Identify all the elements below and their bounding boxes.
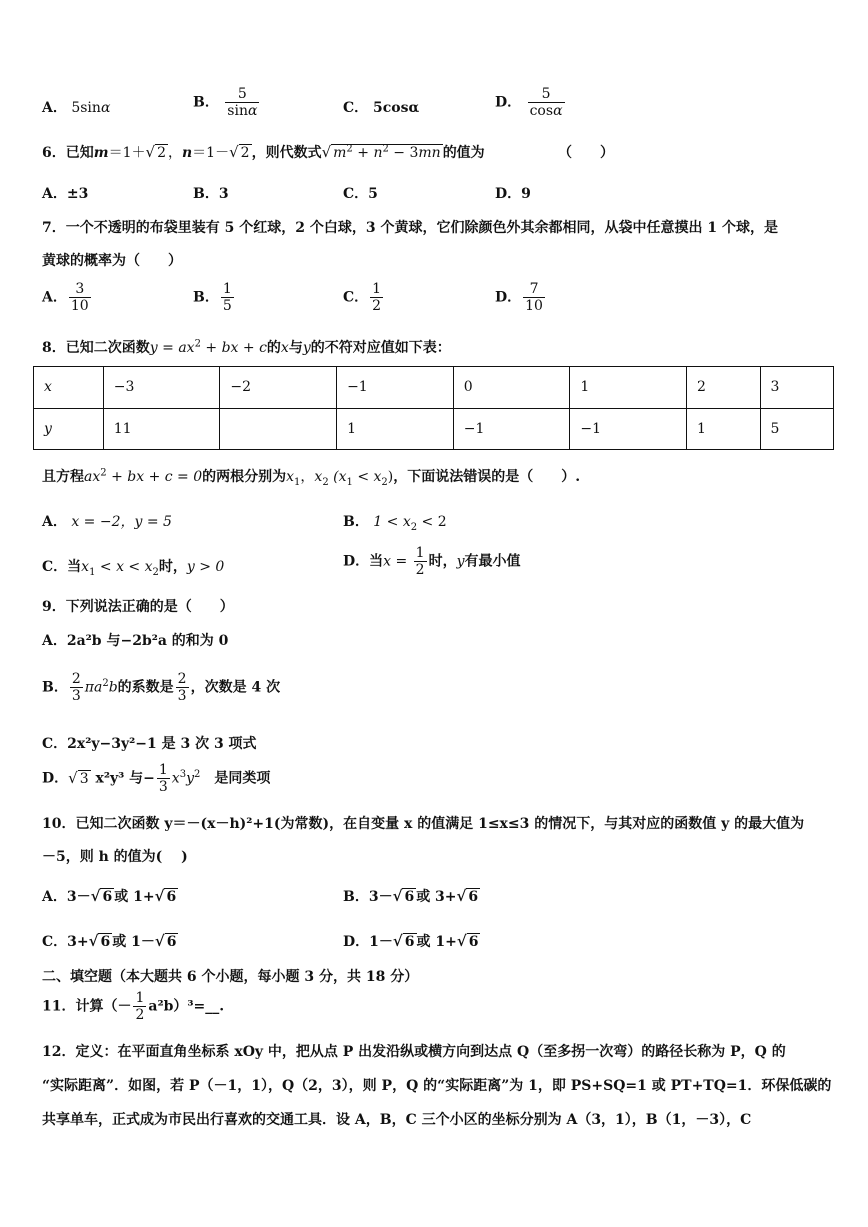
q5-option-d: D． $\frac{5}{\cos\alpha}$: [495, 86, 563, 120]
q9-option-a: A．2a²b 与−2b²a 的和为 0: [42, 633, 229, 649]
section-heading: 二、填空题（本大题共 6 个小题，每小题 3 分，共 18 分）: [42, 969, 419, 985]
q8-option-b: B． $1 < x_2 < 2$: [343, 514, 447, 533]
question-7-line1: 7．一个不透明的布袋里装有 5 个红球，2 个白球，3 个黄球，它们除颜色外其余都相同，从袋中任意摸出 1 个球，是: [42, 220, 778, 236]
q7-option-b: B． $\frac{1}{5}$: [193, 281, 232, 315]
question-6: 6．已知m＝1＋√ 2 ，n＝1－√ 2 ，则代数式√ $m^2 + n^2 - 3mn$ 的值为: [42, 143, 485, 161]
question-11: 11．计算（－ $\frac{1}{2}$ a²b）³=__.: [42, 990, 225, 1024]
q7-option-a: A． $\frac{3}{10}$: [42, 281, 89, 315]
table-cell: 1: [570, 367, 687, 409]
table-cell: 1: [687, 408, 760, 450]
table-cell: −1: [453, 408, 570, 450]
table-row-x: [34, 367, 834, 409]
question-10-line2: －5，则 h 的值为( ): [42, 849, 188, 865]
table-cell: 5: [760, 408, 834, 450]
table-cell: 3: [760, 367, 834, 409]
q9-option-d: D．√ 3 x²y³ 与− $\frac{1}{3}$ $x^3y^2$ 是同类项: [42, 762, 271, 796]
table-cell: −3: [103, 367, 220, 409]
table-cell: 0: [453, 367, 570, 409]
table-cell: −2: [220, 367, 337, 409]
q8-option-c: C．当$x_1 < x < x_2$时，y > 0: [42, 559, 225, 578]
question-12-line1: 12．定义：在平面直角坐标系 xOy 中，把从点 P 出发沿纵或横方向到达点 Q（至多拐一次弯）的路径长称为 P，Q 的: [42, 1044, 786, 1060]
q8-option-d: D．当x = $\frac{1}{2}$ 时，y有最小值: [343, 545, 521, 579]
q6-option-b: B．3: [193, 186, 229, 202]
table-cell: 11: [103, 408, 220, 450]
question-10-line1: 10．已知二次函数 y＝－(x－h)²+1(为常数)，在自变量 x 的值满足 1≤x≤3 的情况下，与其对应的函数值 y 的最大值为: [42, 816, 805, 832]
table-cell: x: [34, 367, 104, 409]
q10-option-b: B．3－√ 6 或 3+√ 6: [343, 887, 479, 905]
q6-option-c: C．5: [343, 186, 378, 202]
q8-condition: 且方程$ax^2$ + bx + c = 0的两根分别为$x_1$，$x_2$ $(x_1 < x_2)$，下面说法错误的是（ ）.: [42, 467, 581, 488]
q8-option-a: A． x = −2，y = 5: [42, 514, 172, 530]
q5-option-c: C． 5cosα: [343, 100, 420, 116]
q5-option-b: B． $\frac{5}{\sin\alpha}$: [193, 86, 258, 120]
table-row-y: [34, 408, 834, 450]
table-cell: −1: [337, 367, 454, 409]
table-cell: [220, 408, 337, 450]
q7-option-d: D． $\frac{7}{10}$: [495, 281, 543, 315]
table-cell: −1: [570, 408, 687, 450]
table-cell: y: [34, 408, 104, 450]
question-7-line2: 黄球的概率为（ ）: [42, 253, 182, 269]
question-12-line2: “实际距离”．如图，若 P（－1，1），Q（2，3），则 P，Q 的“实际距离”为 1，即 PS+SQ=1 或 PT+TQ=1．环保低碳的: [42, 1078, 832, 1094]
q10-option-d: D．1－√ 6 或 1+√ 6: [343, 932, 479, 950]
q6-option-a: A．±3: [42, 186, 89, 202]
table-cell: 2: [687, 367, 760, 409]
q9-option-c: C．2x²y−3y²−1 是 3 次 3 项式: [42, 736, 257, 752]
q5-option-a: A． 5sinα: [42, 100, 111, 116]
question-9: 9．下列说法正确的是（ ）: [42, 599, 234, 615]
q9-option-b: B． $\frac{2}{3}$ $\pi a^2b$的系数是 $\frac{2}{3}$ ，次数是 4 次: [42, 671, 281, 705]
q10-option-a: A．3－√ 6 或 1+√ 6: [42, 887, 177, 905]
question-12-line3: 共享单车，正式成为市民出行喜欢的交通工具．设 A，B，C 三个小区的坐标分别为 A（3，1），B（1，－3），C: [42, 1112, 752, 1128]
q10-option-c: C．3+√ 6 或 1－√ 6: [42, 932, 177, 950]
question-8: 8．已知二次函数$y = ax^2$ + bx + c的x与y的不符对应值如下表：: [42, 338, 451, 356]
q7-option-c: C． $\frac{1}{2}$: [343, 281, 382, 315]
table-cell: 1: [337, 408, 454, 450]
value-table: [33, 366, 834, 450]
q6-option-d: D．9: [495, 186, 531, 202]
q6-answer-bracket: （ ）: [558, 145, 614, 161]
